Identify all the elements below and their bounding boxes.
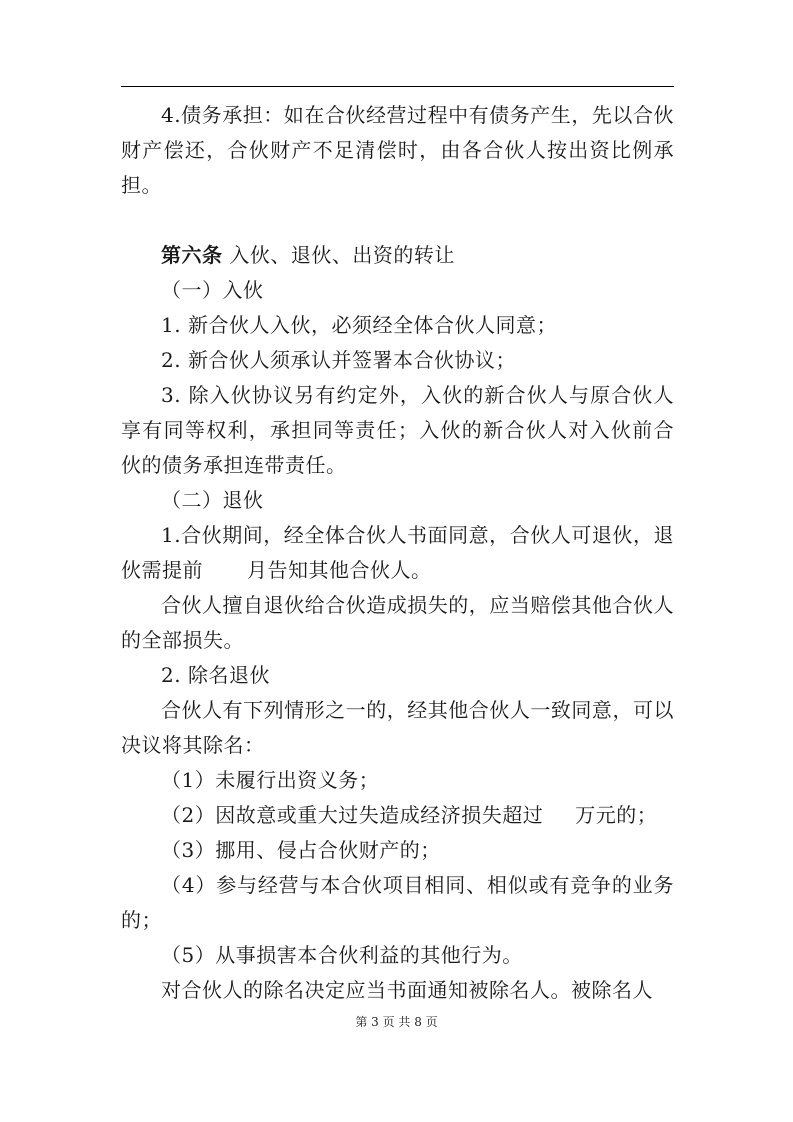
paragraph-withdrawal-notice [121,518,674,588]
list-item [121,798,674,833]
paragraph-expulsion-conditions: 合伙人有下列情形之一的，经其他合伙人一致同意，可以决议将其除名： [121,698,674,757]
list-item: （3）挪用、侵占合伙财产的； [161,838,441,862]
article-title: 入伙、退伙、出资的转让 [222,243,455,267]
page-footer: 第 3 页 共 8 页 [355,1015,438,1029]
list-item: （5）从事损害本合伙利益的其他行为。 [161,943,523,967]
paragraph-unauthorized-withdrawal: 合伙人擅自退伙给合伙造成损失的，应当赔偿其他合伙人的全部损失。 [121,593,674,652]
document-body [121,98,674,1008]
section-heading-withdrawal: （二）退伙 [161,488,264,512]
paragraph-expulsion-notice: 对合伙人的除名决定应当书面通知被除名人。被除名人 [161,978,653,1002]
list-item: 3. 除入伙协议另有约定外，入伙的新合伙人与原合伙人享有同等权利，承担同等责任；入伙的新合伙人对入伙前合伙的债务承担连带责任。 [121,383,674,477]
paragraph-text: 月告知其他合伙人。 [247,558,432,582]
article-number: 第六条 [161,243,223,267]
header-rule [121,86,674,87]
article-six-heading [121,238,674,273]
section-heading-admission: （一）入伙 [161,278,264,302]
list-item: （4）参与经营与本合伙项目相同、相似或有竞争的业务的； [121,873,674,932]
paragraph-text: 1.合伙期间，经全体合伙人书面同意，合伙人可退伙，退伙需提前 [121,523,674,582]
paragraph-debt-liability: 4.债务承担：如在合伙经营过程中有债务产生，先以合伙财产偿还，合伙财产不足清偿时，由各合伙人按出资比例承担。 [121,103,674,197]
list-item: 1. 新合伙人入伙，必须经全体合伙人同意； [161,313,557,337]
list-item: 2. 除名退伙 [161,663,270,687]
paragraph-text: 万元的； [575,803,658,827]
list-item: 2. 新合伙人须承认并签署本合伙协议； [161,348,516,372]
paragraph-text: （2）因故意或重大过失造成经济损失超过 [161,803,544,827]
list-item: （1）未履行出资义务； [161,768,380,792]
